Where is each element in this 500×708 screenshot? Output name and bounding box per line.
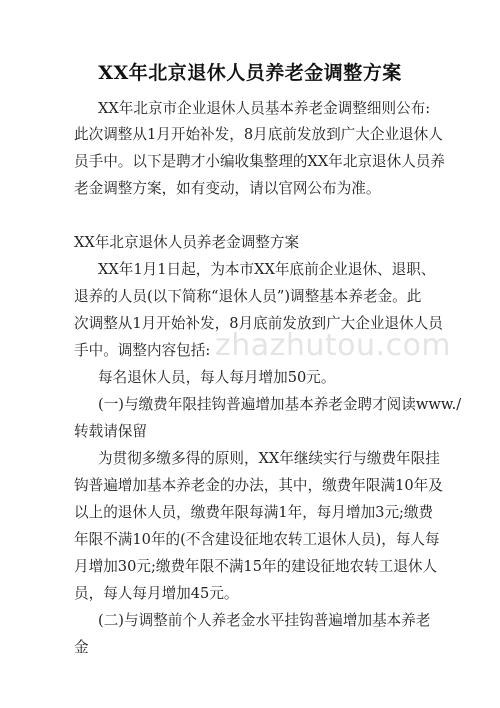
paragraph-line: 员手中。以下是聘才小编收集整理的XX年北京退休人员养	[74, 153, 446, 170]
paragraph-line: 转载请保留	[74, 423, 147, 440]
section-heading: XX年北京退休人员养老金调整方案	[74, 234, 300, 251]
paragraph-line: 老金调整方案，如有变动，请以官网公布为准。	[74, 180, 381, 197]
paragraph-line: 为贯彻多缴多得的原则，XX年继续实行与缴费年限挂	[98, 450, 440, 467]
paragraph-line: (一)与缴费年限挂钩普遍增加基本养老金聘才阅读www./	[98, 396, 462, 413]
document-title: XX年北京退休人员养老金调整方案	[98, 62, 402, 84]
watermark: zhazhutou.com	[215, 328, 452, 363]
paragraph-line: 员，每人每月增加45元。	[74, 585, 239, 602]
paragraph-line: 年限不满10年的(不含建设征地农转工退休人员)，每人每	[74, 531, 440, 548]
paragraph-line: 次调整从1月开始补发，8月底前发放到广大企业退休人员	[74, 315, 443, 332]
paragraph-line: XX年1月1日起，为本市XX年底前企业退休、退职、	[98, 261, 436, 278]
paragraph-line: 月增加30元;缴费年限不满15年的建设征地农转工退休人	[74, 558, 438, 575]
paragraph-line: 退养的人员(以下简称“退休人员”)调整基本养老金。此	[74, 288, 422, 305]
paragraph-line: 金	[74, 639, 89, 656]
paragraph-line: 每名退休人员，每人每月增加50元。	[98, 369, 336, 386]
paragraph-line: 手中。调整内容包括:	[74, 342, 211, 359]
paragraph-line: 以上的退休人员，缴费年限每满1年，每月增加3元;缴费	[74, 504, 434, 521]
paragraph-line: 钩普遍增加基本养老金的办法，其中，缴费年限满10年及	[74, 477, 443, 494]
paragraph-line: (二)与调整前个人养老金水平挂钩普遍增加基本养老	[98, 612, 431, 629]
paragraph-line: 此次调整从1月开始补发，8月底前发放到广大企业退休人	[74, 126, 443, 143]
paragraph-line: XX年北京市企业退休人员基本养老金调整细则公布:	[98, 100, 431, 117]
